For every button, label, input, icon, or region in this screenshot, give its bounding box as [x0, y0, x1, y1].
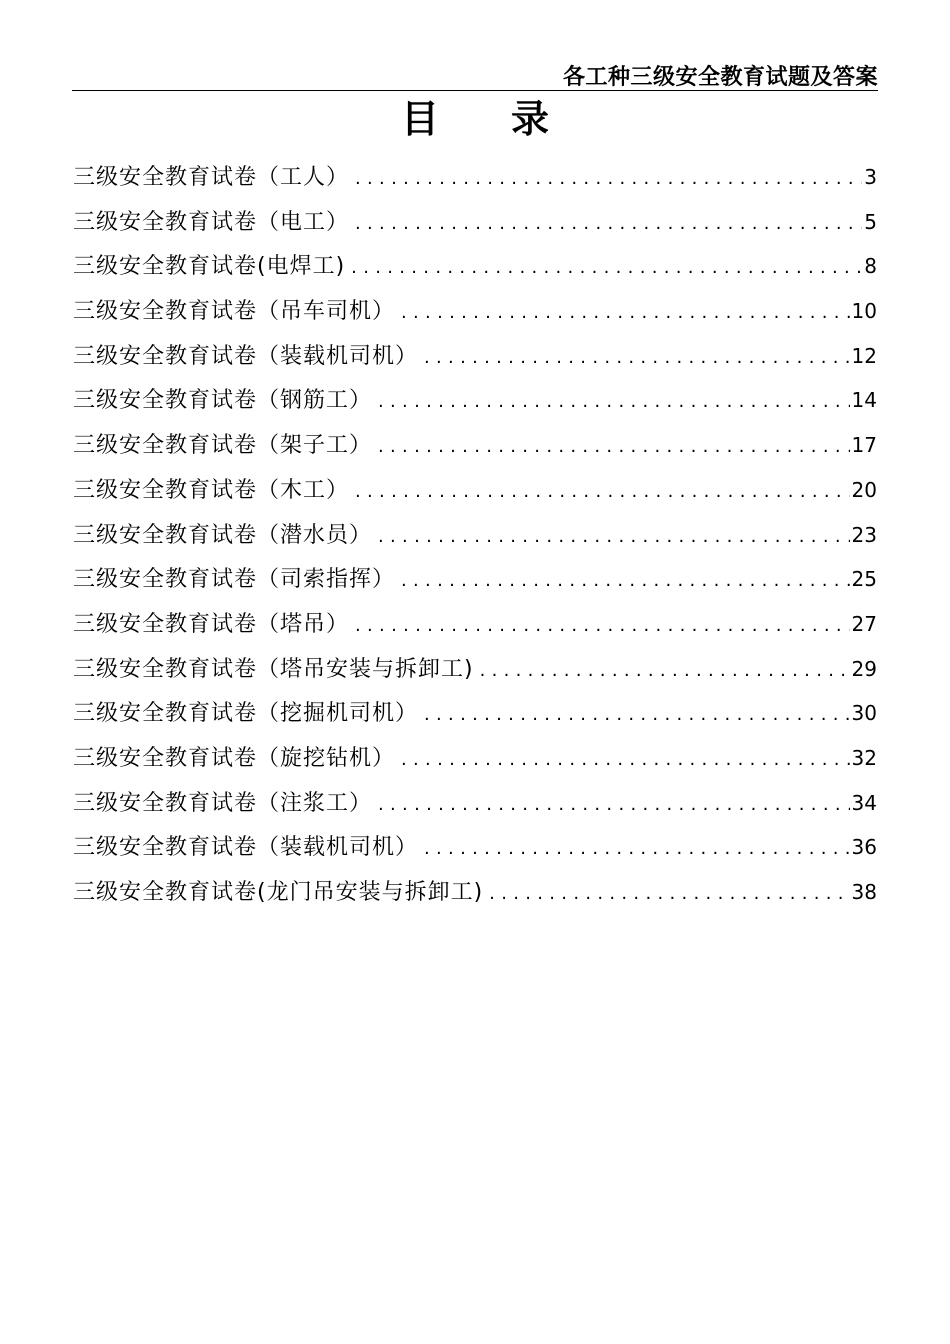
toc-entry[interactable]	[73, 249, 877, 294]
toc-entry-page-number: 17	[851, 433, 877, 458]
toc-entry-title: 三级安全教育试卷（架子工）	[73, 433, 373, 459]
toc-entry[interactable]	[73, 607, 877, 652]
toc-entry[interactable]	[73, 160, 877, 205]
toc-entry[interactable]	[73, 830, 877, 875]
toc-entry-page-number: 5	[864, 209, 877, 234]
toc-entry[interactable]	[73, 875, 877, 920]
toc-entry[interactable]	[73, 339, 877, 384]
toc-entry-title: 三级安全教育试卷（装载机司机）	[73, 835, 419, 861]
toc-entry-page-number: 10	[851, 299, 877, 324]
dot-leader	[483, 883, 849, 904]
toc-entry-title: 三级安全教育试卷（吊车司机）	[73, 299, 396, 325]
toc-entry-page-number: 32	[851, 745, 877, 770]
toc-entry-title: 三级安全教育试卷（钢筋工）	[73, 388, 373, 414]
toc-entry-title: 三级安全教育试卷（潜水员）	[73, 522, 373, 548]
toc-entry-page-number: 23	[851, 522, 877, 547]
dot-leader	[418, 347, 850, 368]
toc-entry[interactable]	[73, 428, 877, 473]
toc-entry[interactable]	[73, 383, 877, 428]
dot-leader	[345, 257, 862, 278]
dot-leader	[372, 794, 850, 815]
dot-leader	[372, 526, 850, 547]
dot-leader	[372, 391, 850, 412]
toc-entry-page-number: 30	[851, 701, 877, 726]
toc-entry-title: 三级安全教育试卷（塔吊）	[73, 611, 350, 637]
toc-entry-title: 三级安全教育试卷(电焊工)	[73, 254, 346, 280]
page-header	[72, 56, 878, 91]
toc-entry-page-number: 3	[864, 165, 877, 189]
dot-leader	[418, 838, 850, 859]
toc-entry-title: 三级安全教育试卷（注浆工）	[73, 790, 373, 816]
dot-leader	[372, 436, 850, 457]
table-of-contents	[73, 160, 877, 920]
dot-leader	[418, 704, 850, 725]
toc-entry-title: 三级安全教育试卷（装载机司机）	[73, 343, 419, 369]
dot-leader	[395, 749, 850, 770]
dot-leader	[349, 615, 850, 636]
toc-entry-page-number: 14	[851, 388, 877, 413]
toc-entry-page-number: 34	[851, 790, 877, 815]
toc-entry-title: 三级安全教育试卷（挖掘机司机）	[73, 701, 419, 727]
toc-entry[interactable]	[73, 562, 877, 607]
toc-entry-page-number: 38	[851, 880, 877, 904]
toc-entry-title: 三级安全教育试卷（旋挖钻机）	[73, 745, 396, 771]
toc-entry-page-number: 12	[851, 343, 877, 368]
toc-entry-page-number: 20	[851, 477, 877, 502]
toc-entry-page-number: 25	[851, 567, 877, 592]
toc-entry-title: 三级安全教育试卷(龙门吊安装与拆卸工)	[73, 880, 484, 905]
toc-entry[interactable]	[73, 473, 877, 518]
toc-entry-title: 三级安全教育试卷（木工）	[73, 477, 350, 503]
toc-entry-page-number: 36	[851, 835, 877, 860]
dot-leader	[395, 570, 850, 591]
document-title: 各工种三级安全教育试题及答案	[562, 65, 878, 90]
toc-entry[interactable]	[73, 294, 877, 339]
toc-entry[interactable]	[73, 205, 877, 250]
dot-leader	[474, 660, 850, 681]
toc-entry-title: 三级安全教育试卷（司索指挥）	[73, 567, 396, 593]
toc-entry[interactable]	[73, 652, 877, 697]
toc-entry[interactable]	[73, 786, 877, 831]
toc-entry-title: 三级安全教育试卷（工人）	[73, 165, 350, 190]
dot-leader	[349, 213, 862, 234]
dot-leader	[349, 481, 850, 502]
dot-leader	[349, 168, 862, 189]
toc-entry-page-number: 8	[864, 254, 877, 279]
toc-entry-title: 三级安全教育试卷（塔吊安装与拆卸工)	[73, 656, 474, 682]
toc-entry-title: 三级安全教育试卷（电工）	[73, 209, 350, 235]
toc-title: 目录	[400, 97, 621, 141]
toc-entry[interactable]	[73, 696, 877, 741]
toc-entry-page-number: 27	[851, 611, 877, 636]
dot-leader	[395, 302, 850, 323]
toc-entry[interactable]	[73, 741, 877, 786]
toc-entry-page-number: 29	[851, 656, 877, 681]
toc-entry[interactable]	[73, 518, 877, 563]
